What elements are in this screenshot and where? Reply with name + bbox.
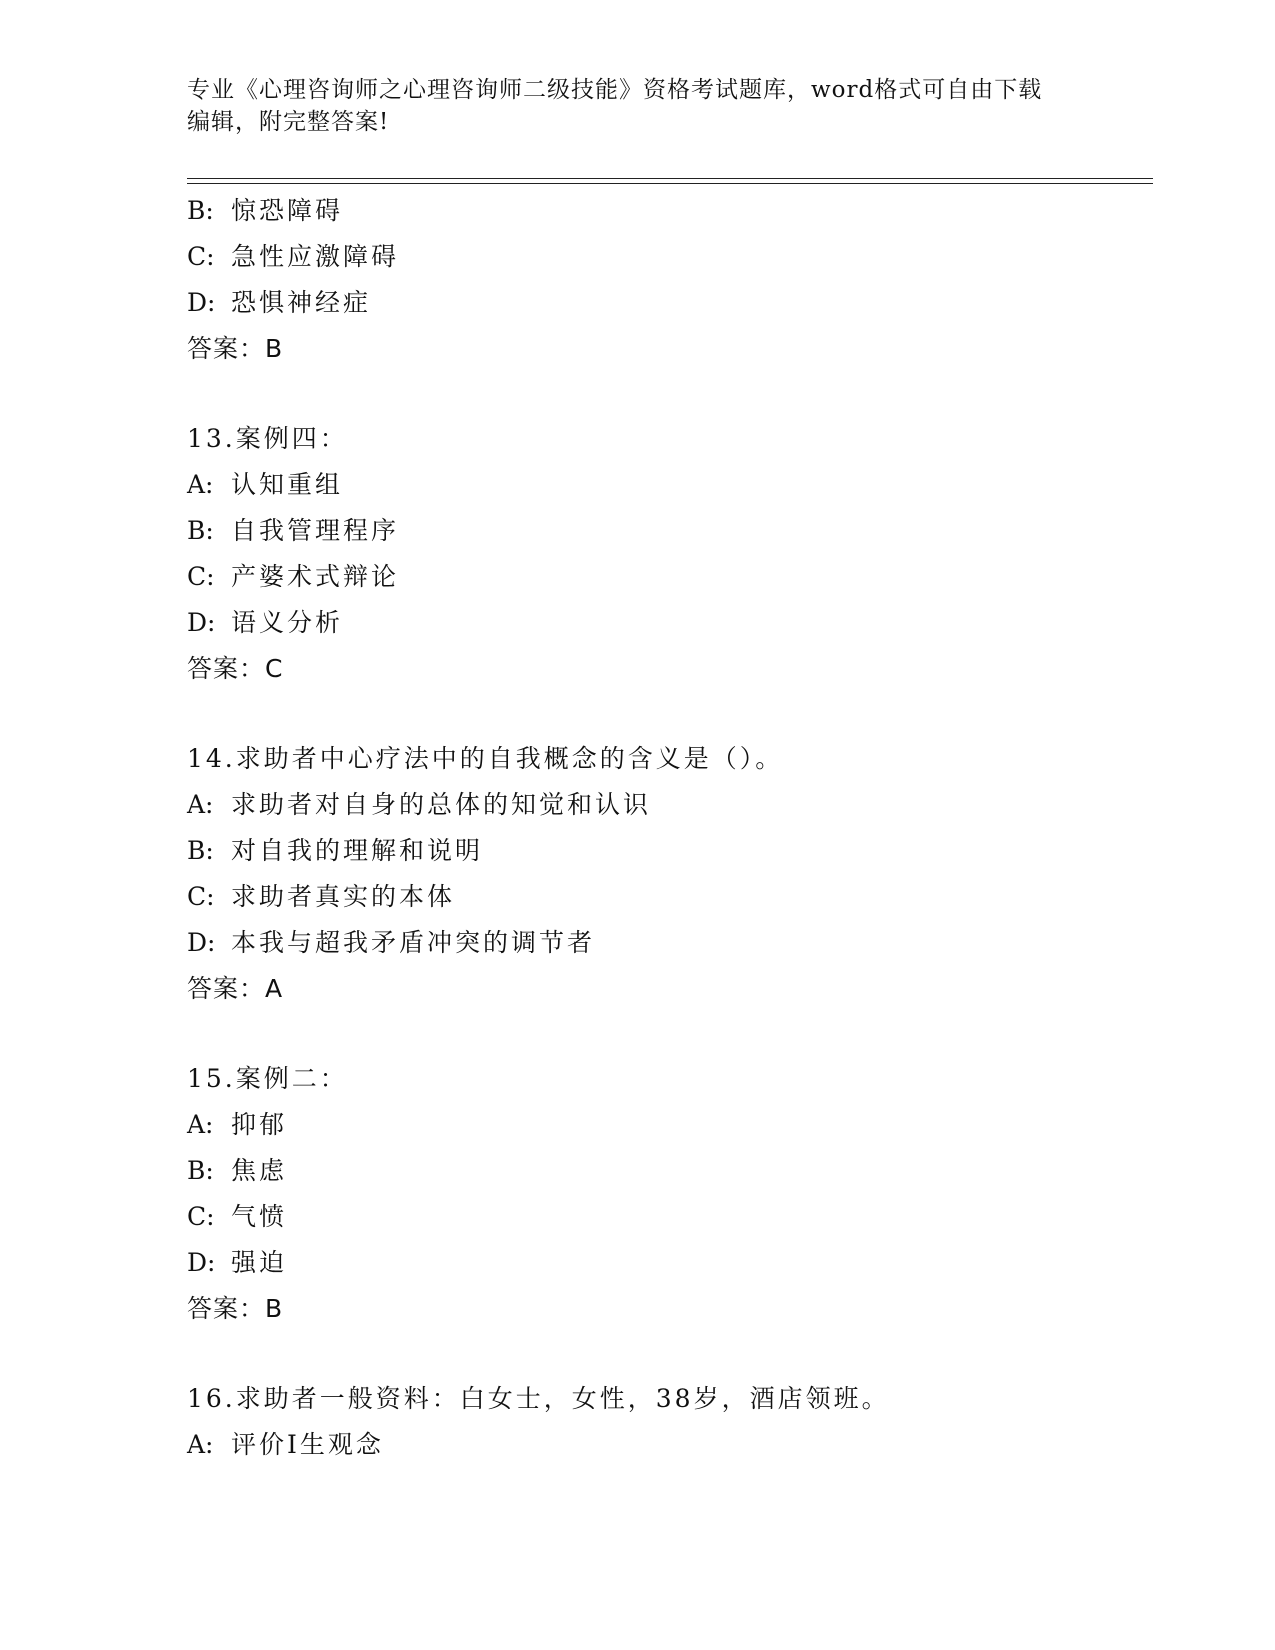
option-text: 求助者对自身的总体的知觉和认识 xyxy=(231,790,652,819)
option-letter: A: xyxy=(187,470,214,499)
option-letter: B: xyxy=(187,1156,214,1185)
question-block xyxy=(187,736,1153,1012)
header-divider-bottom xyxy=(187,183,1153,184)
block-spacer xyxy=(187,1332,1153,1376)
option-text: 认知重组 xyxy=(231,470,344,499)
option-letter: D: xyxy=(187,1248,216,1277)
option-letter: B: xyxy=(187,196,214,225)
option-text: 对自我的理解和说明 xyxy=(231,836,484,865)
option-row xyxy=(187,874,1153,920)
option-row xyxy=(187,828,1153,874)
option-row xyxy=(187,188,1153,234)
option-text: 自我管理程序 xyxy=(231,516,400,545)
option-row xyxy=(187,234,1153,280)
option-letter: D: xyxy=(187,288,216,317)
option-text: 急性应激障碍 xyxy=(231,242,400,271)
question-block xyxy=(187,1056,1153,1332)
option-text: 惊恐障碍 xyxy=(231,196,344,225)
block-spacer xyxy=(187,1012,1153,1056)
option-letter: A: xyxy=(187,1110,214,1139)
header-divider-top xyxy=(187,178,1153,179)
question-block xyxy=(187,1376,1153,1468)
question-text: 13.案例四： xyxy=(187,424,348,453)
option-text: 本我与超我矛盾冲突的调节者 xyxy=(231,928,596,957)
option-row xyxy=(187,782,1153,828)
answer-line: 答案：A xyxy=(187,974,284,1003)
option-letter: B: xyxy=(187,516,214,545)
option-text: 焦虑 xyxy=(231,1156,288,1185)
option-letter: C: xyxy=(187,1202,215,1231)
header-line-2: 编辑，附完整答案! xyxy=(187,109,390,135)
option-row xyxy=(187,1422,1153,1468)
question-block xyxy=(187,416,1153,692)
option-row xyxy=(187,920,1153,966)
option-text: 求助者真实的本体 xyxy=(231,882,456,911)
block-spacer xyxy=(187,692,1153,736)
option-row xyxy=(187,280,1153,326)
option-letter: C: xyxy=(187,562,215,591)
option-text: 评价I生观念 xyxy=(231,1430,384,1459)
option-row xyxy=(187,462,1153,508)
option-text: 产婆术式辩论 xyxy=(231,562,400,591)
option-row xyxy=(187,554,1153,600)
option-row xyxy=(187,1102,1153,1148)
option-row xyxy=(187,1194,1153,1240)
header-line-1: 专业《心理咨询师之心理咨询师二级技能》资格考试题库，word格式可自由下载 xyxy=(187,77,1043,103)
question-list xyxy=(187,188,1153,1468)
answer-line: 答案：B xyxy=(187,1294,284,1323)
option-text: 恐惧神经症 xyxy=(231,288,372,317)
option-letter: D: xyxy=(187,928,216,957)
question-text: 14.求助者中心疗法中的自我概念的含义是（）。 xyxy=(187,744,784,773)
option-row xyxy=(187,508,1153,554)
option-row xyxy=(187,1240,1153,1286)
answer-line: 答案：C xyxy=(187,654,284,683)
answer-line: 答案：B xyxy=(187,334,284,363)
option-letter: C: xyxy=(187,882,215,911)
option-text: 抑郁 xyxy=(231,1110,288,1139)
option-text: 气愤 xyxy=(231,1202,288,1231)
option-row xyxy=(187,1148,1153,1194)
question-text: 15.案例二： xyxy=(187,1064,348,1093)
option-text: 强迫 xyxy=(231,1248,288,1277)
option-letter: B: xyxy=(187,836,214,865)
option-letter: D: xyxy=(187,608,216,637)
option-letter: C: xyxy=(187,242,215,271)
question-block xyxy=(187,188,1153,372)
option-text: 语义分析 xyxy=(231,608,344,637)
option-row xyxy=(187,600,1153,646)
option-letter: A: xyxy=(187,1430,214,1459)
option-letter: A: xyxy=(187,790,214,819)
question-text: 16.求助者一般资料：白女士，女性，38岁，酒店领班。 xyxy=(187,1384,890,1413)
document-header xyxy=(187,74,1077,138)
block-spacer xyxy=(187,372,1153,416)
